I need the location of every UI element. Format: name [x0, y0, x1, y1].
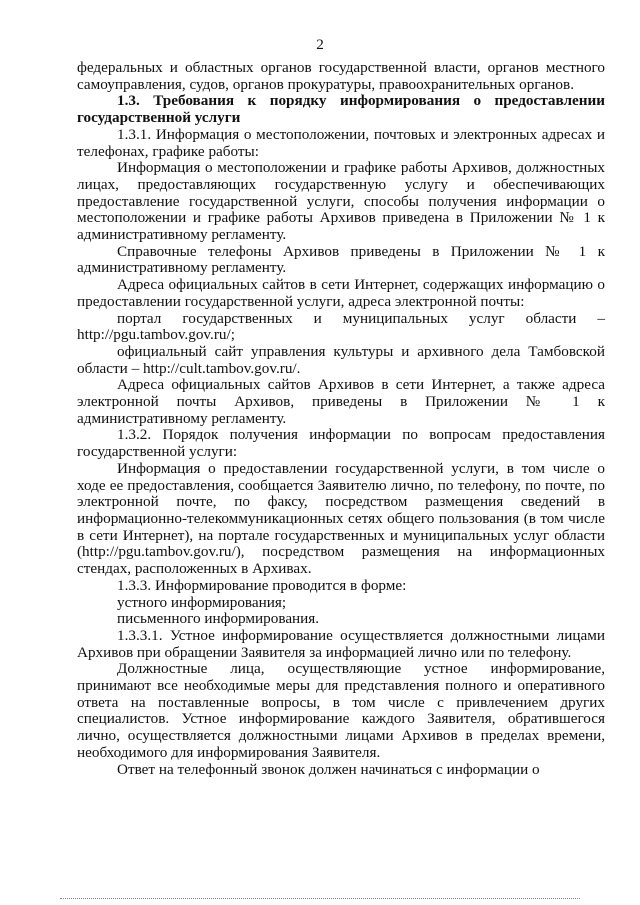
- paragraph-phone-answer: Ответ на телефонный звонок должен начинаться с информации о: [117, 760, 540, 778]
- paragraph-officials: Должностные лица, осуществляющие устное информирование, принимают все необходимые меры для представления полного и оперативного ответа на поставленные вопросы, в том числе с привлечением других специалистов. Устное информирование каждого Заявителя, обратившегося лично, осуществляется должностными лицами Архивов в пределах времени, необходимого для информирования Заявителя.: [77, 660, 605, 761]
- list-item-oral: устного информирования;: [117, 593, 287, 611]
- list-item-written: письменного информирования.: [117, 610, 320, 628]
- paragraph-1-3-3-1: 1.3.3.1. Устное информирование осуществляется должностными лицами Архивов при обращении Заявителя за информацией лично или по телефону.: [77, 626, 605, 661]
- paragraph-websites: Адреса официальных сайтов в сети Интернет, содержащих информацию о предоставлении государственной услуги, адреса электронной почты:: [77, 276, 605, 310]
- paragraph-phones: Справочные телефоны Архивов приведены в Приложении № 1 к административному регламенту.: [77, 242, 605, 277]
- document-body: [77, 60, 605, 778]
- paragraph-1-3-2: 1.3.2. Порядок получения информации по вопросам предоставления государственной услуги:: [77, 426, 605, 461]
- paragraph-official-site: официальный сайт управления культуры и архивного дела Тамбовской области – http://cult.tambov.gov.ru/.: [77, 342, 605, 377]
- page-number: 2: [316, 36, 324, 53]
- paragraph-archive-sites: Адреса официальных сайтов Архивов в сети Интернет, а также адреса электронной почты Архивов, приведены в Приложении № 1 к административному регламенту.: [77, 376, 605, 427]
- scan-bottom-edge: [60, 898, 580, 899]
- paragraph-continuation: федеральных и областных органов государственной власти, органов местного самоуправления, судов, органов прокуратуры, правоохранительных органов.: [77, 59, 605, 93]
- paragraph-info-provision: Информация о предоставлении государственной услуги, в том числе о ходе ее предоставления, сообщается Заявителю лично, по телефону, по почте, по электронной почте, по факсу, посредством размещения сведений в информационно-телекоммуникационных сетях общего пользования (в том числе в сети Интернет), на портале государственных и муниципальных услуг области (http://pgu.tambov.gov.ru/), посредством размещения на информационных стендах, расположенных в Архивах.: [77, 459, 605, 578]
- paragraph-1-3-1: 1.3.1. Информация о местоположении, почтовых и электронных адресах и телефонах, графике работы:: [77, 125, 605, 160]
- section-heading-1-3: 1.3. Требования к порядку информирования о предоставлении государственной услуги: [77, 92, 605, 127]
- paragraph-1-3-3: 1.3.3. Информирование проводится в форме:: [117, 576, 407, 594]
- paragraph-portal: портал государственных и муниципальных услуг области – http://pgu.tambov.gov.ru/;: [77, 309, 605, 344]
- paragraph-location-info: Информация о местоположении и графике работы Архивов, должностных лицах, предоставляющих государственную услугу и обеспечивающих предоставление государственной услуги, способы получения информации о местоположении и графике работы Архивов приведена в Приложении № 1 к административному регламенту.: [77, 159, 605, 244]
